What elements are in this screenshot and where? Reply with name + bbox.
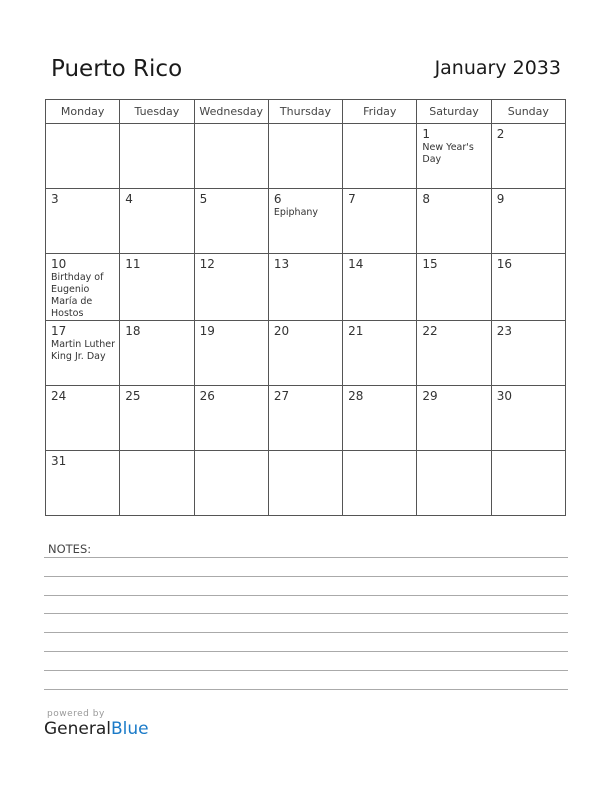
day-number: 21 [348, 324, 364, 338]
note-line [44, 689, 568, 690]
day-cell [417, 321, 491, 386]
holiday-label [46, 468, 119, 469]
day-cell [417, 189, 491, 254]
day-cell [491, 124, 565, 189]
note-line [44, 670, 568, 671]
day-cell [491, 451, 565, 516]
day-cell [417, 124, 491, 189]
note-line [44, 557, 568, 558]
day-number: 20 [273, 324, 290, 338]
calendar-grid [45, 99, 566, 516]
day-number: 6 [273, 192, 282, 206]
holiday-label [269, 338, 342, 339]
holiday-label [195, 338, 268, 339]
holiday-label: Martin Luther King Jr. Day [51, 339, 115, 362]
country-title: Puerto Rico [51, 56, 183, 82]
holiday-label [120, 206, 193, 207]
holiday-label [492, 141, 565, 142]
week-row [46, 189, 566, 254]
day-cell [194, 124, 268, 189]
day-number: 27 [273, 389, 290, 403]
week-row [46, 386, 566, 451]
day-cell [120, 321, 194, 386]
day-number: 22 [422, 324, 438, 338]
day-cell [343, 189, 417, 254]
day-number: 31 [51, 454, 67, 468]
holiday-label [492, 206, 565, 207]
holiday-label [195, 271, 268, 272]
day-cell [491, 386, 565, 451]
holiday-label [120, 127, 193, 128]
week-row [46, 451, 566, 516]
day-cell [194, 189, 268, 254]
holiday-label [269, 403, 342, 404]
holiday-label [417, 271, 490, 272]
day-number: 14 [348, 257, 364, 271]
holiday-label [46, 127, 119, 128]
day-number: 1 [422, 127, 431, 141]
weekday-header: Monday [46, 100, 120, 124]
holiday-label [195, 454, 268, 455]
day-number: 9 [496, 192, 505, 206]
day-cell [120, 254, 194, 321]
weekday-header: Friday [343, 100, 417, 124]
day-number: 23 [496, 324, 512, 338]
holiday-label [417, 338, 490, 339]
day-cell [120, 124, 194, 189]
day-cell [46, 321, 120, 386]
day-cell [268, 189, 342, 254]
note-line [44, 632, 568, 633]
day-cell [46, 451, 120, 516]
holiday-label: Birthday of Eugenio María de Hostos [51, 272, 104, 319]
week-row [46, 254, 566, 321]
weekday-header: Thursday [268, 100, 342, 124]
day-cell [343, 321, 417, 386]
day-cell [194, 321, 268, 386]
day-cell [343, 124, 417, 189]
holiday-label [269, 127, 342, 128]
day-cell [46, 254, 120, 321]
day-cell [343, 451, 417, 516]
day-number: 16 [496, 257, 512, 271]
holiday-label [343, 403, 416, 404]
holiday-label [269, 271, 342, 272]
day-cell [194, 386, 268, 451]
holiday-label [417, 403, 490, 404]
holiday-label [195, 206, 268, 207]
day-number: 19 [199, 324, 215, 338]
month-title: January 2033 [434, 57, 561, 79]
day-number: 11 [125, 257, 141, 271]
day-cell [194, 254, 268, 321]
powered-by-text: powered by [47, 709, 105, 719]
day-cell [120, 451, 194, 516]
weekday-header-row [46, 100, 566, 124]
day-cell [268, 254, 342, 321]
day-cell [491, 321, 565, 386]
day-number: 4 [125, 192, 133, 206]
day-cell [417, 386, 491, 451]
day-number: 3 [51, 192, 59, 206]
weekday-header: Sunday [491, 100, 565, 124]
day-number: 10 [51, 257, 67, 271]
day-cell [343, 386, 417, 451]
week-row [46, 124, 566, 189]
day-cell [343, 254, 417, 321]
holiday-label [195, 403, 268, 404]
day-number: 12 [199, 257, 215, 271]
holiday-label [343, 206, 416, 207]
note-line [44, 651, 568, 652]
day-cell [46, 189, 120, 254]
day-number: 13 [273, 257, 290, 271]
holiday-label [492, 454, 565, 455]
day-cell [268, 321, 342, 386]
holiday-label: New Year's Day [422, 142, 474, 165]
holiday-label [343, 454, 416, 455]
day-number: 2 [496, 127, 505, 141]
day-cell [194, 451, 268, 516]
day-cell [268, 386, 342, 451]
holiday-label [120, 338, 193, 339]
holiday-label [343, 338, 416, 339]
holiday-label [343, 127, 416, 128]
day-cell [491, 254, 565, 321]
day-cell [268, 124, 342, 189]
brand-name [44, 719, 149, 739]
day-number: 18 [125, 324, 141, 338]
brand-part-blue: Blue [111, 719, 149, 739]
day-number: 17 [51, 324, 67, 338]
week-row [46, 321, 566, 386]
day-number: 7 [348, 192, 356, 206]
holiday-label [343, 271, 416, 272]
note-line [44, 576, 568, 577]
holiday-label [120, 271, 193, 272]
day-number: 24 [51, 389, 67, 403]
day-cell [417, 451, 491, 516]
day-cell [46, 124, 120, 189]
holiday-label [46, 403, 119, 404]
holiday-label [195, 127, 268, 128]
holiday-label [417, 454, 490, 455]
note-line [44, 613, 568, 614]
day-number: 25 [125, 389, 141, 403]
brand-part-general: General [44, 719, 111, 739]
day-cell [417, 254, 491, 321]
holiday-label [492, 271, 565, 272]
holiday-label: Epiphany [273, 207, 319, 218]
day-number: 30 [496, 389, 512, 403]
day-cell [268, 451, 342, 516]
weekday-header: Saturday [417, 100, 491, 124]
day-cell [120, 386, 194, 451]
day-number: 15 [422, 257, 438, 271]
day-number: 8 [422, 192, 431, 206]
generalblue-logo [44, 709, 149, 739]
note-line [44, 595, 568, 596]
weekday-header: Tuesday [120, 100, 194, 124]
notes-label: NOTES: [48, 542, 92, 556]
holiday-label [120, 454, 193, 455]
day-cell [491, 189, 565, 254]
holiday-label [46, 206, 119, 207]
holiday-label [492, 403, 565, 404]
day-number: 28 [348, 389, 364, 403]
day-number: 5 [199, 192, 208, 206]
weekday-header: Wednesday [194, 100, 268, 124]
holiday-label [492, 338, 565, 339]
day-cell [120, 189, 194, 254]
holiday-label [269, 454, 342, 455]
day-number: 29 [422, 389, 438, 403]
day-cell [46, 386, 120, 451]
day-number: 26 [199, 389, 215, 403]
holiday-label [417, 206, 490, 207]
holiday-label [120, 403, 193, 404]
